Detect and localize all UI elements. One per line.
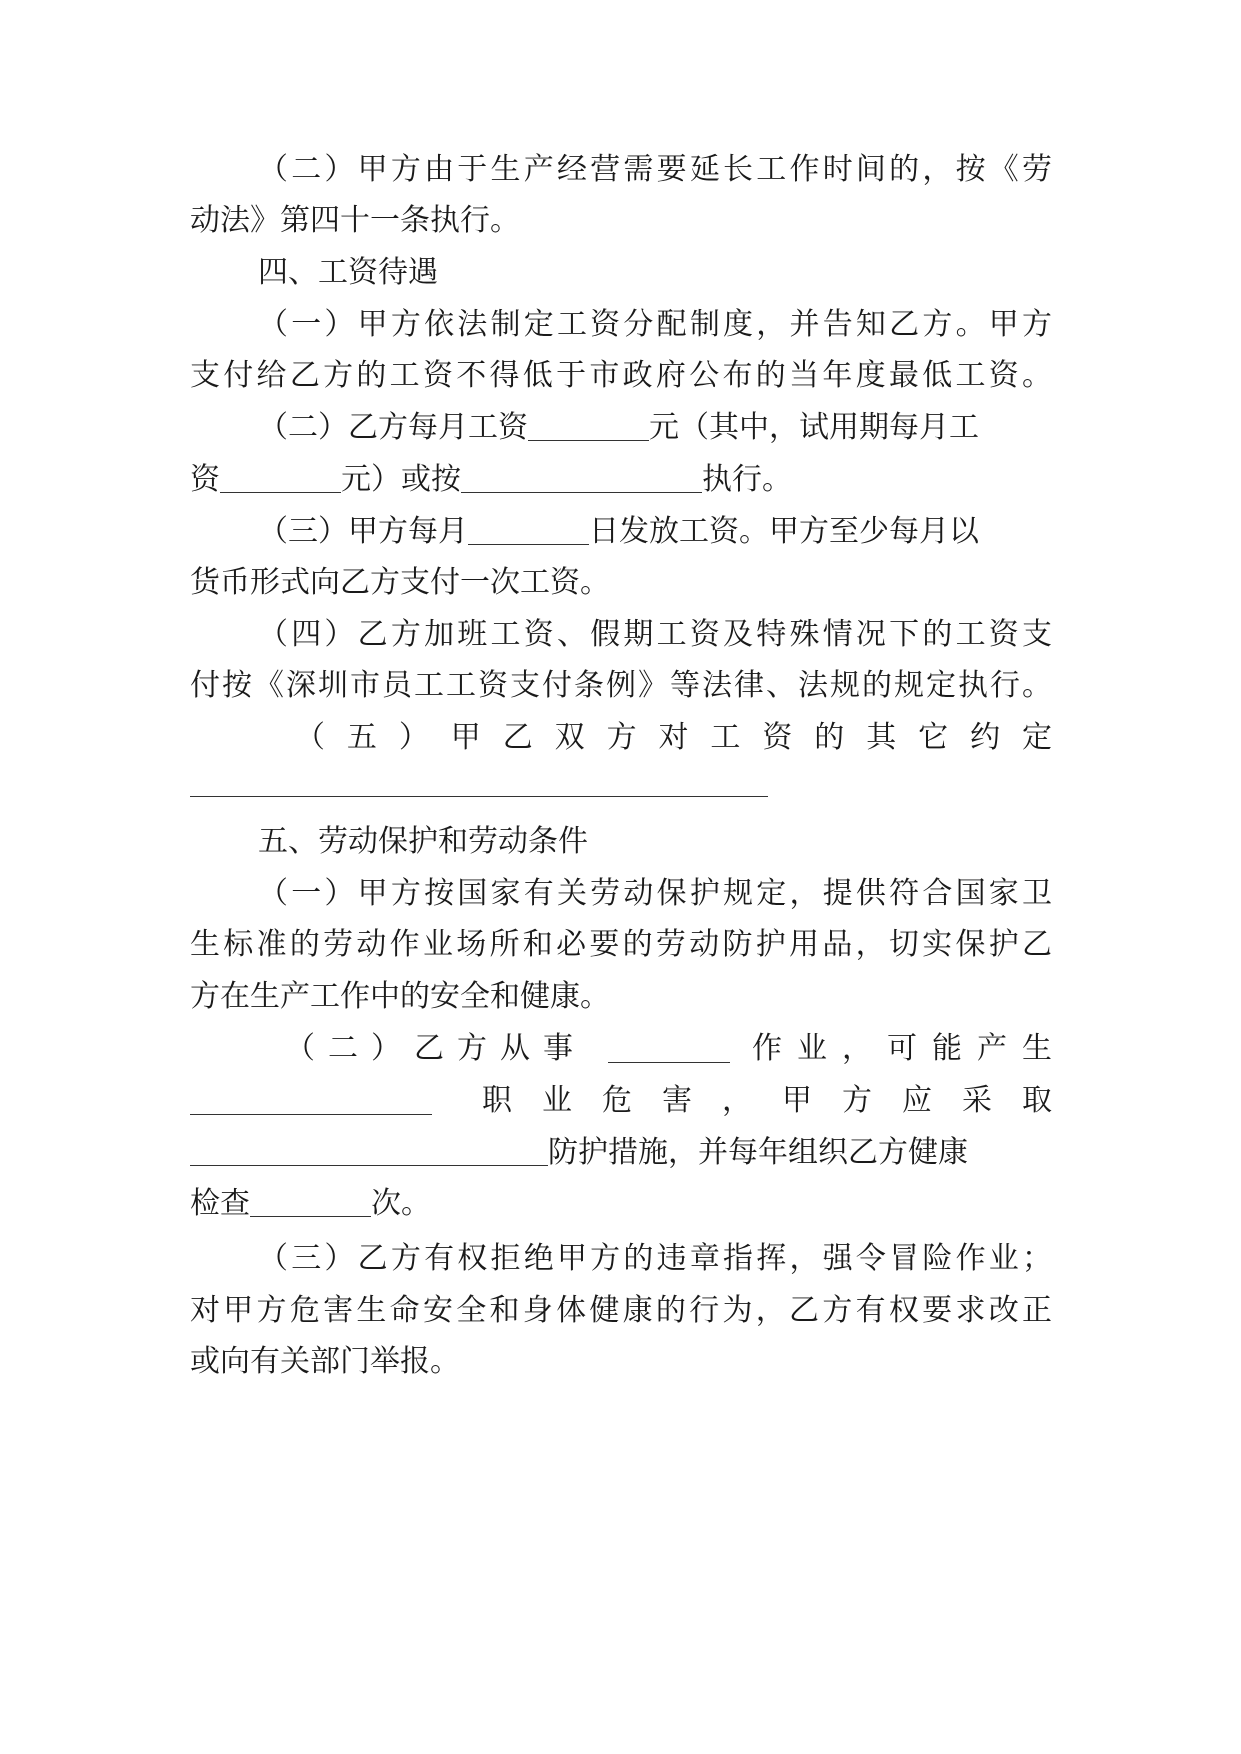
fill-in-blank[interactable] <box>608 1034 730 1063</box>
text-segment: （二）乙方从事 <box>285 1031 586 1066</box>
text-segment: （三）甲方每月 <box>258 514 468 549</box>
fill-in-blank[interactable] <box>190 1137 548 1166</box>
paragraph-line: 支付给乙方的工资不得低于市政府公布的当年度最低工资。 <box>190 358 1052 393</box>
paragraph-line: 方在生产工作中的安全和健康。 <box>190 979 610 1014</box>
text-segment: （二）乙方每月工资 <box>258 410 528 445</box>
section-heading: 四、工资待遇 <box>258 255 438 290</box>
text-segment: 检查 <box>190 1186 250 1221</box>
paragraph-line: 货币形式向乙方支付一次工资。 <box>190 565 610 600</box>
fill-in-blank[interactable] <box>528 412 649 441</box>
paragraph-line <box>190 1081 1052 1121</box>
text-segment: 职业危害，甲方应采取 <box>482 1083 1052 1118</box>
paragraph-line <box>258 512 1052 552</box>
text-segment: 日发放工资。甲方至少每月以 <box>589 514 979 549</box>
paragraph-line: （五）甲乙双方对工资的其它约定 <box>295 720 1052 755</box>
paragraph-line <box>190 460 1052 500</box>
text-segment: 防护措施，并每年组织乙方健康 <box>548 1135 968 1170</box>
paragraph-line: （一）甲方依法制定工资分配制度，并告知乙方。甲方 <box>258 307 1052 342</box>
paragraph-line <box>285 1029 1052 1069</box>
paragraph-line: 付按《深圳市员工工资支付条例》等法律、法规的规定执行。 <box>190 668 1052 703</box>
text-segment: 元）或按 <box>341 462 461 497</box>
paragraph-line <box>190 1133 1052 1173</box>
section-heading: 五、劳动保护和劳动条件 <box>258 824 588 859</box>
fill-in-blank[interactable] <box>220 464 341 493</box>
fill-in-blank[interactable] <box>190 1086 432 1115</box>
paragraph-line <box>258 408 1052 448</box>
text-segment: 资 <box>190 462 220 497</box>
text-segment: 作业，可能产生 <box>752 1031 1052 1066</box>
paragraph-line: 对甲方危害生命安全和身体健康的行为，乙方有权要求改正 <box>190 1293 1052 1328</box>
paragraph-line: （一）甲方按国家有关劳动保护规定，提供符合国家卫 <box>258 876 1052 911</box>
paragraph-line: （四）乙方加班工资、假期工资及特殊情况下的工资支 <box>258 617 1052 652</box>
text-segment: 元（其中，试用期每月工 <box>649 410 979 445</box>
paragraph-line: 或向有关部门举报。 <box>190 1344 460 1379</box>
fill-in-blank[interactable] <box>250 1188 371 1217</box>
paragraph-line: 生标准的劳动作业场所和必要的劳动防护用品，切实保护乙 <box>190 927 1052 962</box>
paragraph-line: 动法》第四十一条执行。 <box>190 203 520 238</box>
paragraph-line: （二）甲方由于生产经营需要延长工作时间的，按《劳 <box>258 152 1052 187</box>
text-segment: 次。 <box>371 1186 431 1221</box>
paragraph-line <box>190 1184 1052 1224</box>
text-segment: 执行。 <box>702 462 792 497</box>
fill-in-blank[interactable] <box>461 464 702 493</box>
fill-in-blank[interactable] <box>468 516 589 545</box>
fill-in-line[interactable] <box>190 796 768 797</box>
paragraph-line: （三）乙方有权拒绝甲方的违章指挥，强令冒险作业； <box>258 1241 1052 1276</box>
